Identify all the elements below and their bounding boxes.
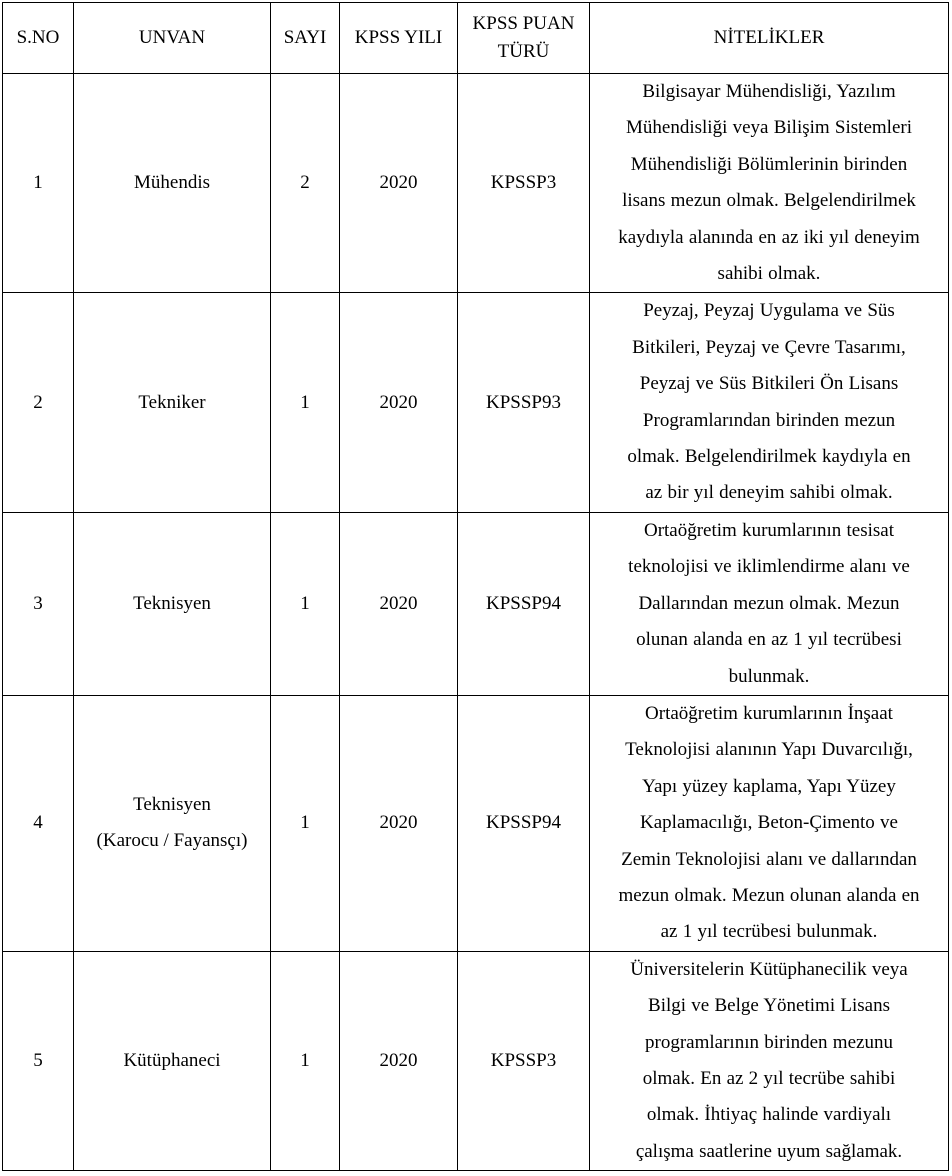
cell-kpss-yili: 2020 [340, 951, 458, 1170]
cell-sno: 2 [3, 293, 74, 512]
cell-kpss-yili: 2020 [340, 74, 458, 293]
nitelik-line: lisans mezun olmak. Belgelendirilmek [622, 190, 916, 212]
nitelik-line: kaydıyla alanında en az iki yıl deneyim [618, 226, 920, 248]
nitelik-line: programlarının birinden mezunu [645, 1031, 893, 1053]
header-kpss-puan-turu [458, 3, 590, 74]
unvan-line: (Karocu / Fayansçı) [96, 830, 248, 852]
unvan-line: Kütüphaneci [123, 1049, 221, 1071]
cell-kpss-puan-turu: KPSSP94 [458, 695, 590, 951]
cell-unvan [74, 74, 271, 293]
nitelik-line: olunan alanda en az 1 yıl tecrübesi [636, 629, 902, 651]
header-sayi: SAYI [271, 3, 340, 74]
cell-kpss-puan-turu: KPSSP93 [458, 293, 590, 512]
unvan-line: Tekniker [138, 391, 206, 413]
nitelik-line: çalışma saatlerine uyum sağlamak. [635, 1140, 903, 1162]
nitelik-line: Bitkileri, Peyzaj ve Çevre Tasarımı, [632, 336, 906, 358]
table-row [3, 951, 949, 1170]
nitelik-line: Peyzaj ve Süs Bitkileri Ön Lisans [639, 373, 899, 395]
unvan-line: Teknisyen [133, 794, 211, 816]
cell-sayi: 1 [271, 951, 340, 1170]
table-row [3, 695, 949, 951]
unvan-line: Teknisyen [133, 592, 211, 614]
cell-sayi: 2 [271, 74, 340, 293]
header-unvan: UNVAN [74, 3, 271, 74]
header-kpss-yili: KPSS YILI [340, 3, 458, 74]
cell-sno: 3 [3, 512, 74, 695]
nitelik-line: Üniversitelerin Kütüphanecilik veya [630, 958, 908, 980]
cell-unvan [74, 293, 271, 512]
cell-kpss-puan-turu: KPSSP3 [458, 951, 590, 1170]
nitelik-line: sahibi olmak. [717, 263, 821, 285]
cell-unvan [74, 512, 271, 695]
nitelik-line: Zemin Teknolojisi alanı ve dallarından [621, 848, 917, 870]
nitelik-line: Programlarından birinden mezun [642, 409, 896, 431]
nitelik-line: olmak. En az 2 yıl tecrübe sahibi [642, 1067, 896, 1089]
nitelik-line: olmak. Belgelendirilmek kaydıyla en [627, 446, 911, 468]
cell-kpss-puan-turu: KPSSP3 [458, 74, 590, 293]
cell-sno: 5 [3, 951, 74, 1170]
cell-sayi: 1 [271, 512, 340, 695]
nitelik-line: Bilgisayar Mühendisliği, Yazılım [642, 81, 896, 102]
cell-kpss-puan-turu: KPSSP94 [458, 512, 590, 695]
cell-sno: 1 [3, 74, 74, 293]
table-row [3, 512, 949, 695]
nitelik-line: Ortaöğretim kurumlarının İnşaat [645, 702, 893, 724]
nitelik-line: Ortaöğretim kurumlarının tesisat [643, 519, 895, 541]
cell-kpss-yili: 2020 [340, 512, 458, 695]
table-row [3, 74, 949, 293]
nitelik-line: az 1 yıl tecrübesi bulunmak. [660, 921, 878, 943]
nitelik-line: teknolojisi ve iklimlendirme alanı ve [628, 556, 910, 578]
nitelik-line: mezun olmak. Mezun olunan alanda en [618, 884, 920, 906]
cell-nitelikler [590, 74, 949, 293]
positions-table [2, 2, 949, 1171]
cell-nitelikler [590, 951, 949, 1170]
nitelik-line: Bilgi ve Belge Yönetimi Lisans [648, 995, 890, 1017]
unvan-line: Mühendis [134, 172, 210, 194]
nitelik-line: az bir yıl deneyim sahibi olmak. [645, 482, 893, 504]
nitelik-line: Teknolojisi alanının Yapı Duvarcılığı, [625, 739, 913, 761]
header-kpss-puan-turu-line1: KPSS PUAN [472, 13, 575, 34]
nitelik-line: olmak. İhtiyaç halinde vardiyalı [646, 1104, 892, 1126]
nitelik-line: bulunmak. [728, 665, 810, 687]
nitelik-line: Mühendisliği veya Bilişim Sistemleri [626, 117, 912, 139]
header-sno: S.NO [3, 3, 74, 74]
cell-kpss-yili: 2020 [340, 695, 458, 951]
nitelik-line: Kaplamacılığı, Beton-Çimento ve [640, 812, 898, 834]
cell-nitelikler [590, 695, 949, 951]
cell-unvan [74, 951, 271, 1170]
cell-nitelikler [590, 293, 949, 512]
cell-sayi: 1 [271, 293, 340, 512]
nitelik-line: Peyzaj, Peyzaj Uygulama ve Süs [643, 300, 895, 322]
cell-sno: 4 [3, 695, 74, 951]
cell-nitelikler [590, 512, 949, 695]
header-row [3, 3, 949, 74]
nitelik-line: Yapı yüzey kaplama, Yapı Yüzey [642, 775, 896, 797]
cell-unvan [74, 695, 271, 951]
nitelik-line: Mühendisliği Bölümlerinin birinden [630, 153, 908, 175]
nitelik-line: Dallarından mezun olmak. Mezun [638, 592, 900, 614]
cell-kpss-yili: 2020 [340, 293, 458, 512]
header-kpss-puan-turu-line2: TÜRÜ [497, 41, 550, 62]
cell-sayi: 1 [271, 695, 340, 951]
header-nitelikler: NİTELİKLER [590, 3, 949, 74]
table-row [3, 293, 949, 512]
